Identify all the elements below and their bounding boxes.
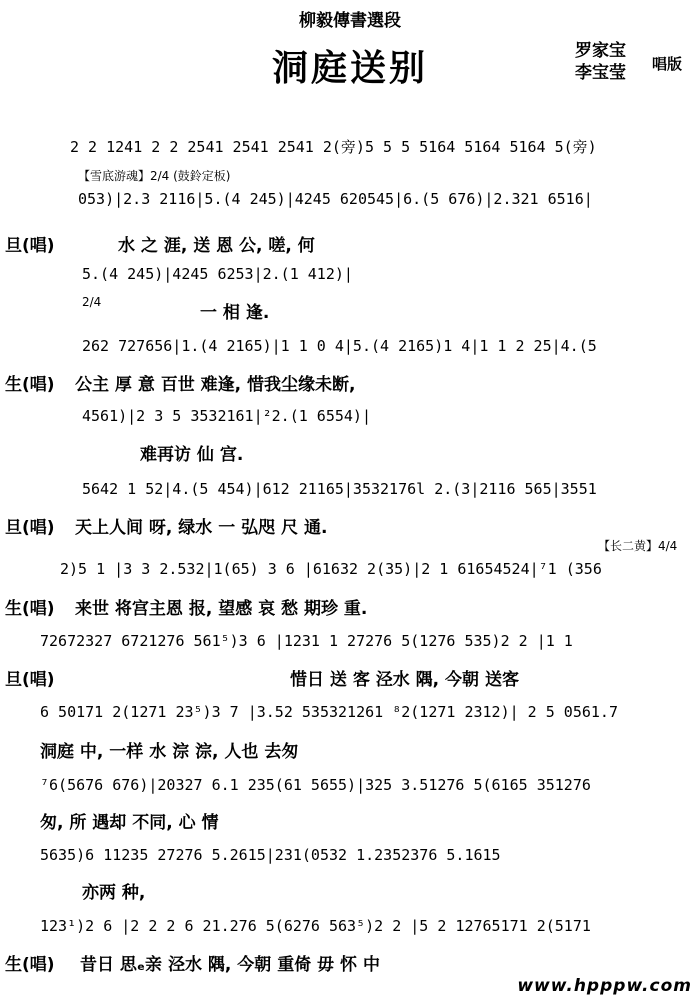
- lyrics-line: 来世 将宫主恩 报, 望感 哀 愁 期珍 重.: [75, 599, 368, 619]
- notation-line: 6 50171 2(1271 23⁵)3 7 |3.52 535321261 ⁸2(1271 2312)| 2 5 0561.7: [40, 703, 618, 721]
- notation-line: ⁷6(5676 676)|20327 6.1 235(61 5655)|325 3.51276 5(6165 351276: [40, 776, 591, 794]
- role-label: 生(唱): [5, 955, 55, 975]
- intro-notation: 2 2 1241 2 2 2541 2541 2541 2(旁)5 5 5 5164 5164 5164 5(旁): [70, 138, 597, 156]
- lyrics-line: 水 之 涯, 送 恩 公, 嗟, 何: [118, 236, 315, 256]
- lyrics-line: 一 相 逢.: [200, 303, 270, 323]
- role-label: 旦(唱): [5, 670, 55, 690]
- role-label: 生(唱): [5, 599, 55, 619]
- singers-block: [575, 40, 626, 84]
- notation-line: 5642 1 52|4.(5 454)|612 21165|3532176l 2.(3|2116 565|3551: [82, 480, 597, 498]
- lyrics-line: 匆, 所 遇却 不同, 心 情: [40, 813, 219, 833]
- notation-line: 053)|2.3 2116|5.(4 245)|4245 620545|6.(5 676)|2.321 6516|: [78, 190, 593, 208]
- role-label: 旦(唱): [5, 236, 55, 256]
- opera-subtitle: 柳毅傳書選段: [299, 11, 401, 31]
- notation-line: 5635)6 11235 27276 5.2615|231(0532 1.2352376 5.1615: [40, 846, 501, 864]
- tune-label: 【雪底游魂】2/4 (鼓鈴定板): [78, 169, 231, 183]
- lyrics-line: 天上人间 呀, 绿水 一 弘咫 尺 通.: [75, 518, 328, 538]
- time-signature: 2/4: [82, 295, 102, 309]
- lyrics-line: 亦两 种,: [82, 883, 146, 903]
- role-label: 旦(唱): [5, 518, 55, 538]
- lyrics-line: 昔日 思ₑ亲 泾水 隅, 今朝 重倚 毋 怀 中: [80, 955, 380, 975]
- lyrics-line: 难再访 仙 宫.: [140, 445, 244, 465]
- lyrics-line: 公主 厚 意 百世 难逢, 惜我尘缘未断,: [75, 375, 356, 395]
- lyrics-line: 洞庭 中, 一样 水 淙 淙, 人也 去匆: [40, 742, 299, 762]
- singer-name: 李宝莹: [575, 63, 626, 83]
- notation-line: 72672327 6721276 561⁵)3 6 |1231 1 27276 5(1276 535)2 2 |1 1: [40, 632, 573, 650]
- singer-name: 罗家宝: [575, 41, 626, 61]
- edition-label: 唱版: [652, 55, 683, 73]
- song-title: 洞庭送别: [271, 48, 428, 89]
- notation-line: 5.(4 245)|4245 6253|2.(1 412)|: [82, 265, 353, 283]
- notation-line: 4561)|2 3 5 3532161|²2.(1 6554)|: [82, 407, 371, 425]
- notation-line: 262 727656|1.(4 2165)|1 1 0 4|5.(4 2165)1 4|1 1 2 25|4.(5: [82, 337, 597, 355]
- watermark-url: www.hpppw.com: [517, 976, 692, 996]
- notation-line: 2)5 1 |3 3 2.532|1(65) 3 6 |61632 2(35)|2 1 61654524|⁷1 (356: [60, 560, 602, 578]
- tune-label: 【长二黄】4/4: [598, 539, 678, 553]
- notation-line: 123¹)2 6 |2 2 2 6 21.276 5(6276 563⁵)2 2 |5 2 12765171 2(5171: [40, 917, 591, 935]
- role-label: 生(唱): [5, 375, 55, 395]
- lyrics-line: 惜日 送 客 泾水 隅, 今朝 送客: [290, 670, 519, 690]
